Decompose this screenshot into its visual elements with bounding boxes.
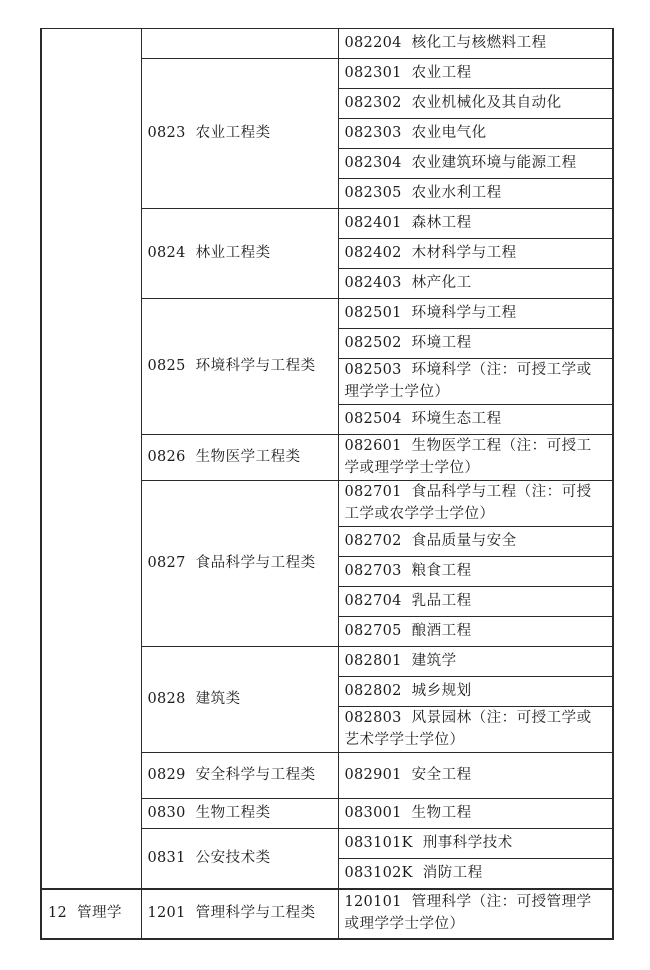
category-cell [141, 753, 338, 799]
category-code: 0830 [147, 804, 186, 821]
major-cell: 082803 风景园林（注：可授工学或艺术学学士学位） [338, 707, 613, 753]
major-cell: 082705 酿酒工程 [338, 617, 613, 647]
discipline-name: 管理学 [77, 904, 123, 921]
category-code: 0823 [147, 124, 186, 141]
category-cell [141, 829, 338, 889]
category-code: 1201 [147, 904, 186, 921]
discipline-code: 12 [48, 904, 68, 921]
major-cell: 082601 生物医学工程（注：可授工学或理学学士学位） [338, 435, 613, 481]
category-cell [141, 209, 338, 299]
major-cell: 083101K 刑事科学技术 [338, 829, 613, 859]
discipline-cell [41, 29, 141, 889]
category-name: 管理科学与工程类 [195, 904, 316, 921]
major-cell: 082701 食品科学与工程（注：可授工学或农学学士学位） [338, 481, 613, 527]
major-catalog-table [40, 28, 614, 940]
category-cell [141, 435, 338, 481]
category-name: 生物工程类 [195, 804, 271, 821]
category-code: 0824 [147, 244, 186, 261]
category-cell [141, 29, 338, 59]
category-name: 食品科学与工程类 [195, 554, 316, 571]
major-cell [338, 29, 613, 59]
discipline-cell [41, 889, 141, 939]
major-cell: 082401 森林工程 [338, 209, 613, 239]
major-cell: 083102K 消防工程 [338, 859, 613, 889]
major-cell: 082501 环境科学与工程 [338, 299, 613, 329]
category-code: 0829 [147, 766, 186, 783]
table-row [41, 29, 613, 59]
major-cell: 082802 城乡规划 [338, 677, 613, 707]
category-name: 农业工程类 [195, 124, 271, 141]
major-cell: 083001 生物工程 [338, 799, 613, 829]
category-code: 0826 [147, 448, 186, 465]
major-cell: 082703 粮食工程 [338, 557, 613, 587]
table-row [41, 889, 613, 939]
major-cell: 082305 农业水利工程 [338, 179, 613, 209]
category-cell [141, 647, 338, 753]
major-name: 核化工与核燃料工程 [411, 34, 547, 51]
major-cell: 082302 农业机械化及其自动化 [338, 89, 613, 119]
major-cell: 082402 木材科学与工程 [338, 239, 613, 269]
major-cell: 082704 乳品工程 [338, 587, 613, 617]
category-name: 环境科学与工程类 [195, 357, 316, 374]
major-cell: 082403 林产化工 [338, 269, 613, 299]
major-cell: 082504 环境生态工程 [338, 405, 613, 435]
category-cell [141, 59, 338, 209]
major-code: 082204 [344, 34, 402, 51]
category-name: 林业工程类 [195, 244, 271, 261]
major-cell: 082502 环境工程 [338, 329, 613, 359]
major-cell: 082901 安全工程 [338, 753, 613, 799]
category-cell [141, 889, 338, 939]
category-name: 建筑类 [195, 690, 241, 707]
category-code: 0828 [147, 690, 186, 707]
category-code: 0825 [147, 357, 186, 374]
major-cell: 082303 农业电气化 [338, 119, 613, 149]
category-name: 公安技术类 [195, 849, 271, 866]
major-cell: 082702 食品质量与安全 [338, 527, 613, 557]
category-name: 安全科学与工程类 [195, 766, 316, 783]
category-code: 0827 [147, 554, 186, 571]
category-cell [141, 481, 338, 647]
category-cell [141, 299, 338, 435]
major-cell: 082503 环境科学（注：可授工学或理学学士学位） [338, 359, 613, 405]
major-cell: 082801 建筑学 [338, 647, 613, 677]
category-code: 0831 [147, 849, 186, 866]
major-cell: 082301 农业工程 [338, 59, 613, 89]
category-name: 生物医学工程类 [195, 448, 301, 465]
major-cell: 082304 农业建筑环境与能源工程 [338, 149, 613, 179]
major-cell: 120101 管理科学（注：可授管理学或理学学士学位） [338, 889, 613, 939]
category-cell [141, 799, 338, 829]
